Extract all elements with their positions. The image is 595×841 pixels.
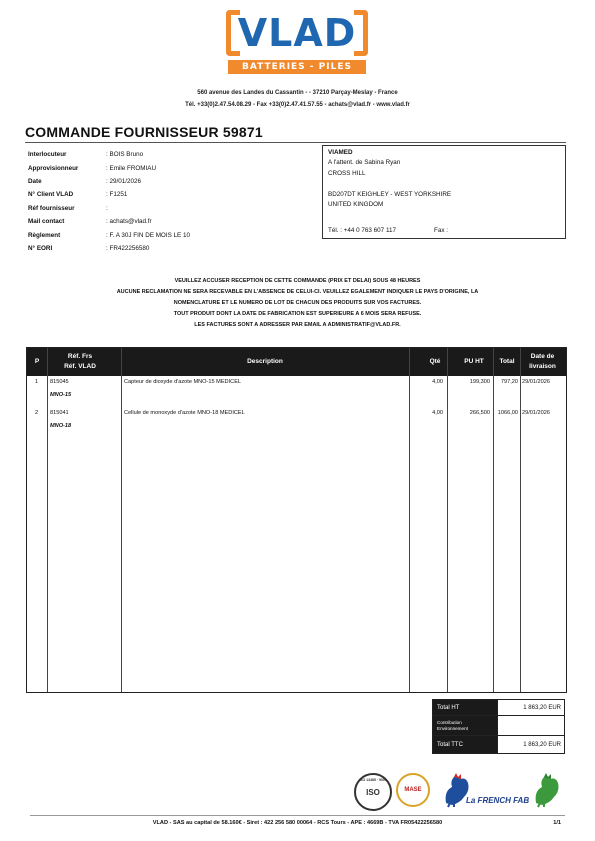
- iso-certification-badge: [354, 773, 392, 811]
- contribution-label-line1: Contribution: [437, 719, 462, 725]
- info-row: [28, 242, 306, 255]
- contribution-label-line2: Environnement: [437, 725, 468, 731]
- company-logo: [222, 8, 372, 72]
- total-ht-row: [433, 700, 564, 716]
- supplier-attention: A l'attent. de Sabina Ryan: [328, 159, 401, 167]
- info-value: : F1251: [106, 191, 128, 199]
- order-notice: [0, 276, 595, 331]
- document-title: COMMANDE FOURNISSEUR 59871: [25, 124, 263, 140]
- info-row: [28, 202, 306, 215]
- supplier-phone-row: [328, 226, 558, 236]
- col-header-description: Description: [247, 358, 283, 365]
- info-row: [28, 148, 306, 161]
- notice-line: NOMENCLATURE ET LE NUMERO DE LOT DE CHACUN DES PRODUITS SUR VOS FACTURES.: [173, 300, 422, 306]
- info-label: Approvisionneur: [28, 164, 79, 172]
- info-row: [28, 175, 306, 188]
- column-divider: [493, 348, 494, 692]
- info-value: :: [106, 204, 108, 212]
- notice-line: LES FACTURES SONT A ADRESSER PAR EMAIL A ADMINISTRATIF@VLAD.FR.: [194, 322, 401, 328]
- french-fab-label: La FRENCH FAB: [466, 796, 530, 805]
- info-row: [28, 188, 306, 201]
- info-value: : FR422256580: [106, 244, 150, 252]
- column-divider: [47, 348, 48, 692]
- col-header-date-line2: livraison: [529, 363, 556, 370]
- column-divider: [520, 348, 521, 692]
- notice-line: TOUT PRODUIT DONT LA DATE DE FABRICATION EST SUPERIEURE A 6 MOIS SERA REFUSE.: [173, 311, 422, 317]
- row-position: 1: [35, 379, 39, 385]
- info-label: Interlocuteur: [28, 151, 67, 159]
- total-ttc-value: 1 863,20 EUR: [497, 736, 564, 753]
- col-header-delivery-date: [519, 348, 566, 376]
- row-description: Cellule de monoxyde d'azote MNO-18 MEDICEL: [124, 410, 245, 416]
- notice-line: AUCUNE RECLAMATION NE SERA RECEVABLE EN L'ABSENCE DE CELUI-CI. VEUILLEZ EGALEMENT INDIQUER LE PAYS D'ORIGINE, LA: [116, 289, 479, 295]
- total-ttc-row: [433, 736, 564, 753]
- total-ttc-label: Total TTC: [433, 736, 497, 753]
- info-row: [28, 161, 306, 174]
- info-value: : Emile FROMIAU: [106, 164, 157, 172]
- title-divider: [25, 142, 566, 143]
- column-divider: [447, 348, 448, 692]
- row-delivery-date: 29/01/2026: [522, 410, 550, 416]
- page-number: 1/1: [553, 820, 561, 826]
- contribution-row: [433, 716, 564, 736]
- col-header-date-line1: Date de: [530, 353, 555, 360]
- info-label: N° EORI: [28, 244, 53, 252]
- contribution-label: [433, 716, 497, 735]
- green-rooster-icon: [530, 773, 564, 809]
- supplier-phone: Tél. : +44 0 763 607 117: [328, 226, 396, 234]
- notice-line: VEUILLEZ ACCUSER RECEPTION DE CETTE COMMANDE (PRIX ET DELAI) SOUS 48 HEURES: [174, 278, 421, 284]
- info-row: [28, 228, 306, 241]
- row-vlad-ref: MNO-15: [50, 392, 72, 398]
- info-value: : F. A 30J FIN DE MOIS LE 10: [106, 231, 190, 239]
- row-unit-price: 199,300: [469, 379, 490, 385]
- totals-box: [432, 699, 565, 754]
- info-value: : BOIS Bruno: [106, 151, 144, 159]
- supplier-street: CROSS HILL: [328, 169, 366, 177]
- order-info: [28, 148, 306, 255]
- row-vlad-ref: MNO-18: [50, 423, 72, 429]
- contribution-value: [497, 716, 564, 735]
- company-contact: Tél. +33(0)2.47.54.08.29 - Fax +33(0)2.47.41.57.55 - achats@vlad.fr - www.vlad.fr: [185, 102, 410, 108]
- supplier-address-box: [322, 145, 566, 239]
- row-quantity: 4,00: [432, 379, 443, 385]
- total-ht-label: Total HT: [433, 700, 497, 715]
- supplier-name: VIAMED: [328, 149, 353, 156]
- info-label: Règlement: [28, 231, 61, 239]
- footer-divider: [30, 815, 565, 816]
- logo-tagline: BATTERIES - PILES: [228, 60, 366, 74]
- col-header-qty: Qté: [429, 358, 441, 365]
- logo-wordmark: VLAD: [237, 11, 357, 55]
- row-supplier-ref: 815045: [50, 379, 69, 385]
- info-label: Réf fournisseur: [28, 204, 75, 212]
- row-description: Capteur de dioxyde d'azote MNO-15 MEDICEL: [124, 379, 242, 385]
- order-lines-table: [26, 347, 567, 693]
- supplier-city: BD207DT KEIGHLEY - WEST YORKSHIRE: [328, 190, 452, 198]
- row-delivery-date: 29/01/2026: [522, 379, 550, 385]
- column-divider: [409, 348, 410, 692]
- supplier-fax: Fax :: [433, 226, 448, 234]
- col-header-pos: P: [34, 358, 40, 365]
- row-supplier-ref: 815041: [50, 410, 69, 416]
- mase-certification-badge: [396, 773, 430, 807]
- table-header: [27, 348, 566, 376]
- col-header-ref-frs: Réf. Frs: [67, 353, 93, 360]
- company-address: 560 avenue des Landes du Cassantin - - 37210 Parçay-Meslay - France: [197, 90, 398, 96]
- col-header-ref: [47, 348, 113, 376]
- col-header-ref-vlad: Réf. VLAD: [64, 363, 96, 370]
- info-label: Date: [28, 177, 42, 185]
- row-position: 2: [35, 410, 39, 416]
- total-ht-value: 1 863,20 EUR: [497, 700, 564, 715]
- legal-footer: VLAD - SAS au capital de 58.160€ - Siret : 422 256 580 00064 - RCS Tours - APE : 4669B - TVA FR05422256580: [152, 820, 443, 826]
- supplier-blank-line: [328, 179, 560, 189]
- mase-badge-text: MASE: [404, 787, 422, 793]
- info-row: [28, 215, 306, 228]
- iso-badge-text: ISO: [366, 787, 380, 797]
- info-label: N° Client VLAD: [28, 191, 74, 199]
- supplier-country: UNITED KINGDOM: [328, 200, 384, 208]
- row-unit-price: 266,500: [469, 410, 490, 416]
- col-header-unit-price: PU HT: [464, 358, 484, 365]
- column-divider: [121, 348, 122, 692]
- info-value: : 29/01/2026: [106, 177, 142, 185]
- row-total: 797,20: [500, 379, 518, 385]
- info-label: Mail contact: [28, 218, 65, 226]
- row-quantity: 4,00: [432, 410, 443, 416]
- info-value: : achats@vlad.fr: [106, 218, 152, 226]
- row-total: 1066,00: [497, 410, 518, 416]
- col-header-total: Total: [499, 358, 515, 365]
- iso-badge-caption: ISO 13485 · 9001: [359, 778, 387, 782]
